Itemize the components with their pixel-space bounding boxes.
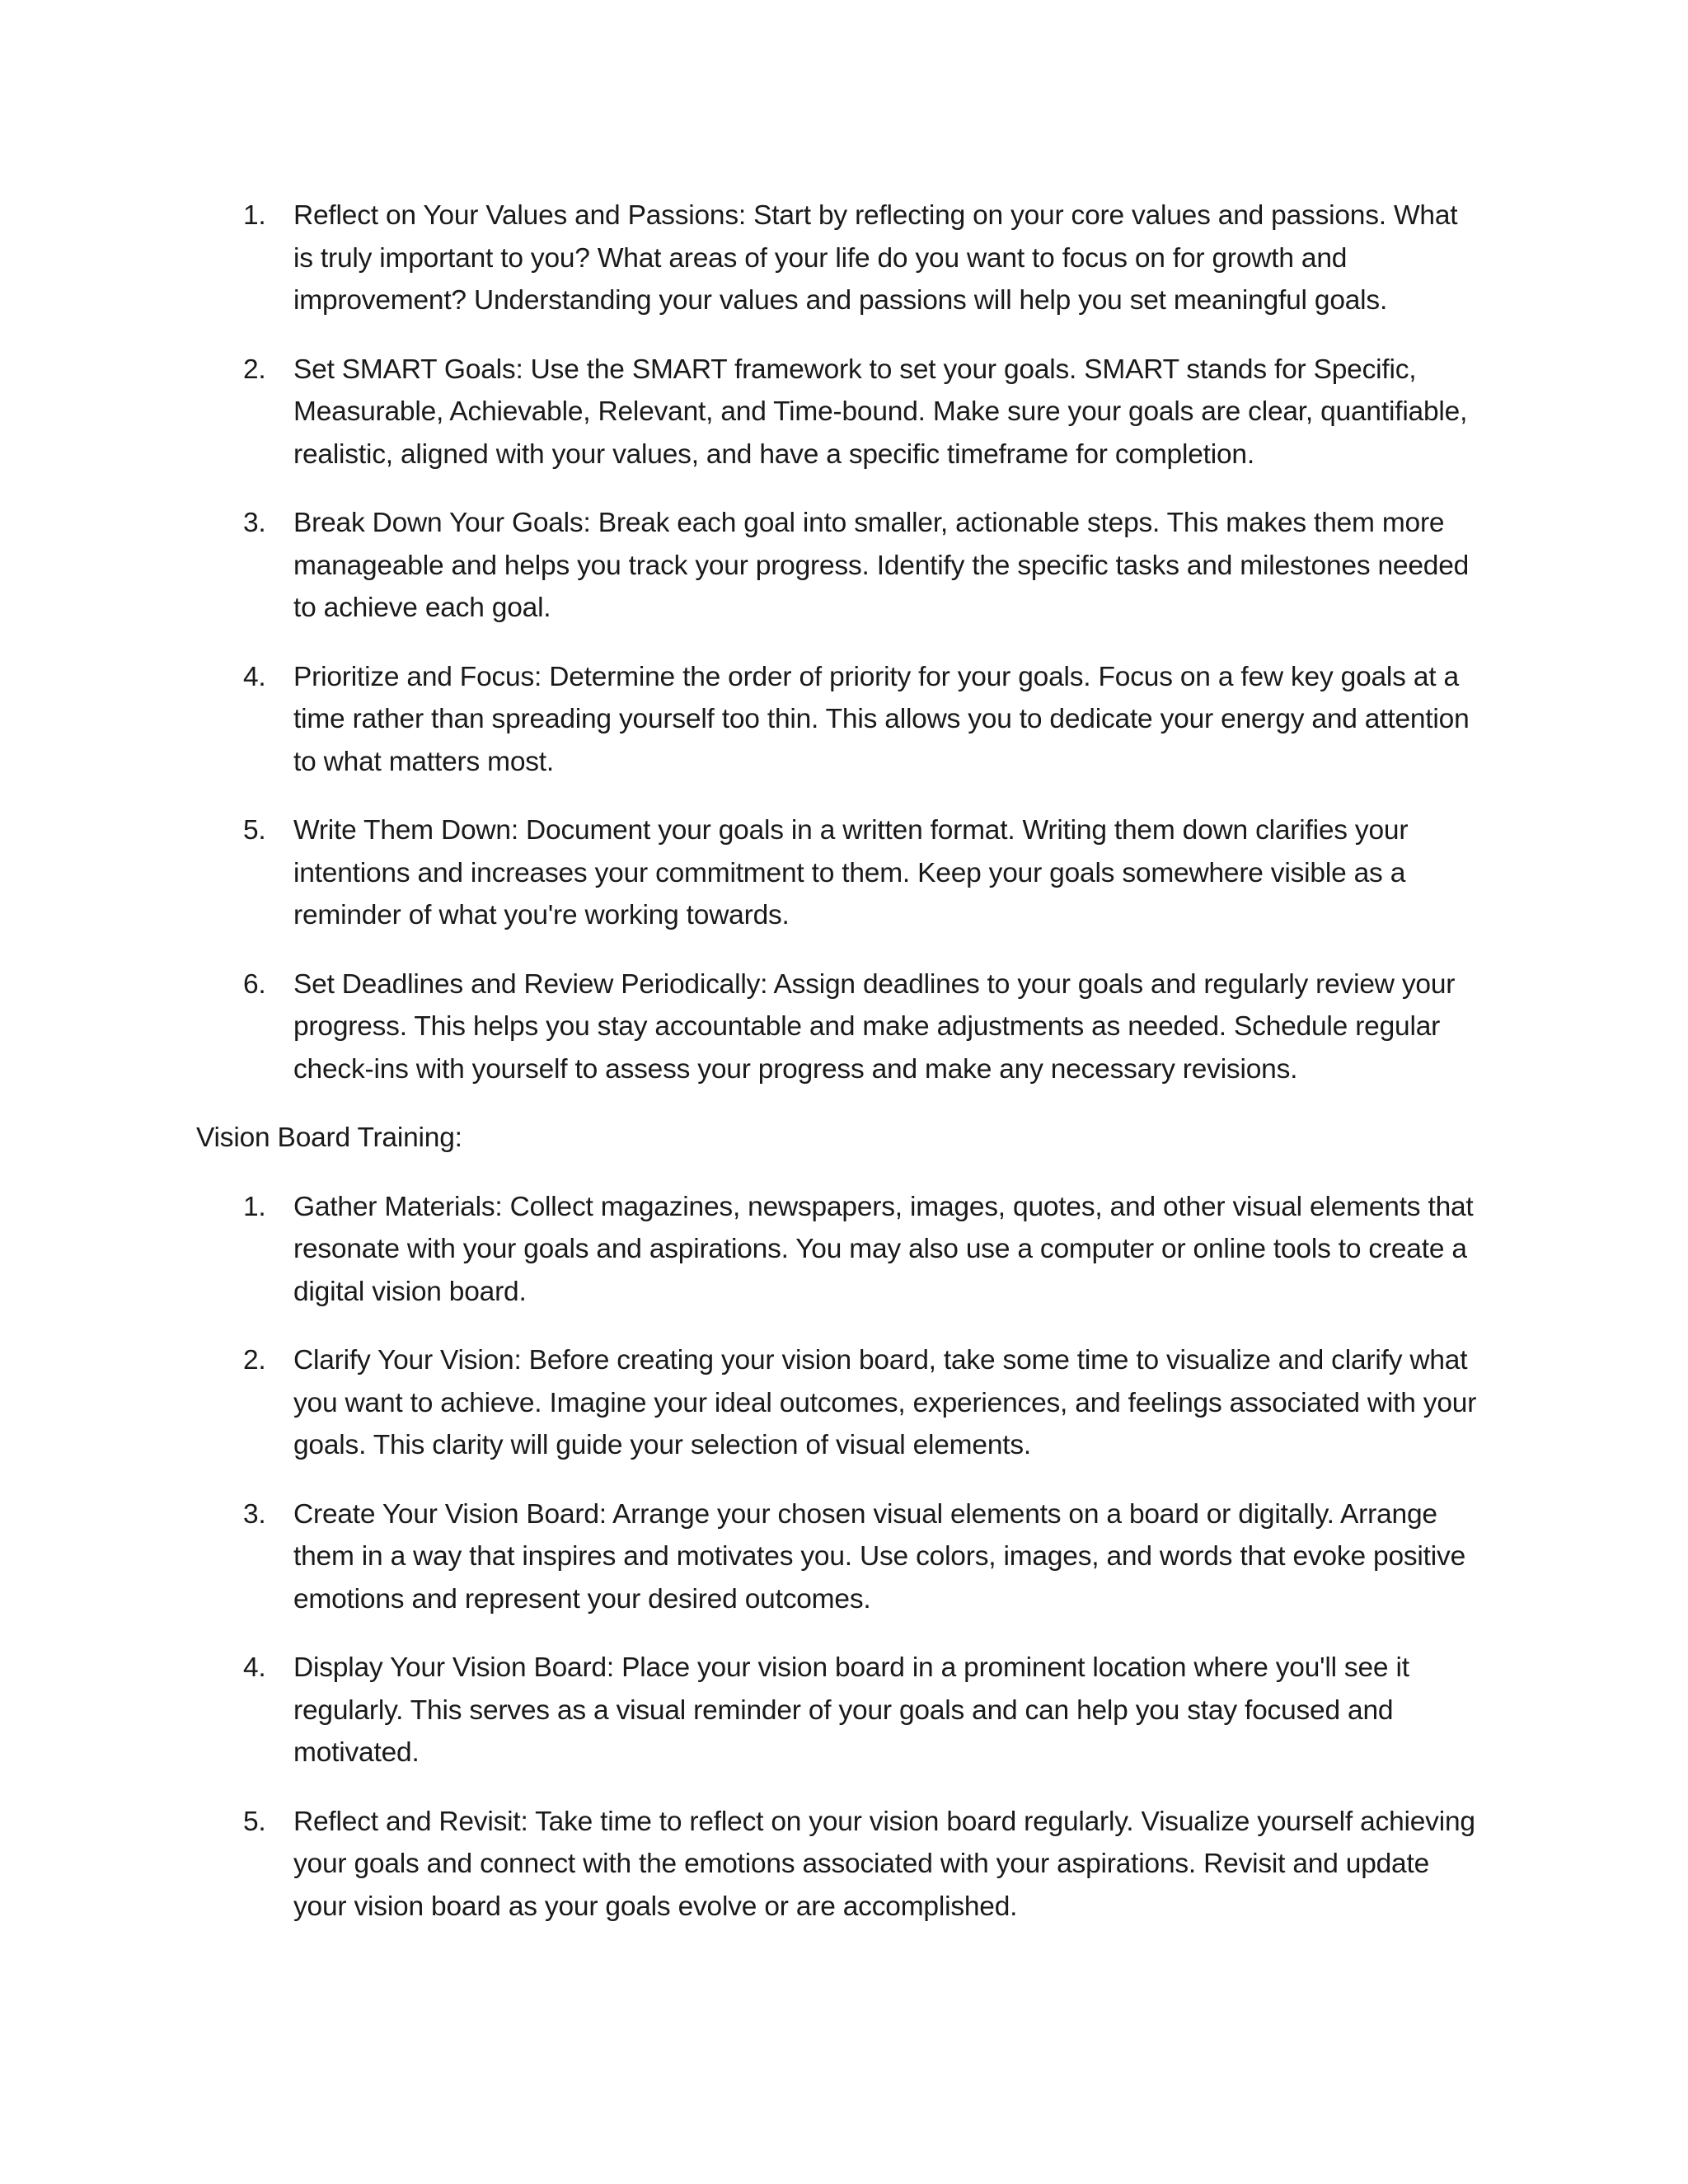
vision-board-list: [196, 1186, 1482, 1929]
list-item: [196, 1493, 1482, 1621]
list-item: [196, 1339, 1482, 1467]
list-item-text: Write Them Down: Document your goals in a written format. Writing them down clarifies your intentions and increases your commitment to them. Keep your goals somewhere visible as a reminder of what you're working towards.: [293, 815, 1409, 930]
list-item-number: 2.: [243, 1345, 266, 1376]
list-item: [196, 194, 1482, 322]
list-item: [196, 349, 1482, 476]
list-item: [196, 1186, 1482, 1314]
list-item-text: Reflect on Your Values and Passions: Start by reflecting on your core values and passions. What is truly important to you? What areas of your life do you want to focus on for growth and improvement? Understanding your values and passions will help you set meaningful goals.: [293, 200, 1458, 316]
list-item-number: 6.: [243, 968, 266, 1000]
list-item-text: Clarify Your Vision: Before creating your vision board, take some time to visualize and clarify what you want to achieve. Imagine your ideal outcomes, experiences, and feelings associated with your goals. This clarity will guide your selection of visual elements.: [293, 1345, 1477, 1460]
list-item: [196, 502, 1482, 630]
list-item-number: 4.: [243, 661, 266, 692]
goal-setting-list: [196, 194, 1482, 1090]
list-item-number: 2.: [243, 354, 266, 385]
list-item-text: Set Deadlines and Review Periodically: Assign deadlines to your goals and regularly review your progress. This helps you stay accountable and make adjustments as needed. Schedule regular check-ins with yourself to assess your progress and make any necessary revisions.: [293, 968, 1456, 1085]
list-item: [196, 1647, 1482, 1774]
list-item: [196, 809, 1482, 937]
list-item-text: Prioritize and Focus: Determine the order of priority for your goals. Focus on a few key goals at a time rather than spreading yourself too thin. This allows you to dedicate your energy and attention to what matters most.: [293, 661, 1470, 777]
list-item: [196, 656, 1482, 784]
section-heading: Vision Board Training:: [196, 1122, 462, 1153]
list-item: [196, 1801, 1482, 1929]
list-item-text: Create Your Vision Board: Arrange your chosen visual elements on a board or digitally. Arrange them in a way that inspires and motivates you. Use colors, images, and words that evoke positive emotions and represent your desired outcomes.: [293, 1498, 1466, 1615]
list-item-number: 5.: [243, 815, 266, 846]
list-item-number: 5.: [243, 1806, 266, 1837]
list-item-number: 4.: [243, 1652, 266, 1683]
list-item-text: Break Down Your Goals: Break each goal into smaller, actionable steps. This makes them more manageable and helps you track your progress. Identify the specific tasks and milestones needed to achieve each goal.: [293, 508, 1470, 623]
list-item-number: 3.: [243, 1498, 266, 1530]
list-item-number: 3.: [243, 508, 266, 538]
list-item-text: Set SMART Goals: Use the SMART framework to set your goals. SMART stands for Specific, Measurable, Achievable, Relevant, and Time-bound. Make sure your goals are clear, quantifiable, realistic, aligned with your values, and have a specific timeframe for completion.: [293, 354, 1468, 470]
list-item-text: Reflect and Revisit: Take time to reflect on your vision board regularly. Visualize yourself achieving your goals and connect with the emotions associated with your aspirations. Revisit and update your vision board as your goals evolve or are accomplished.: [293, 1806, 1475, 1922]
list-item-text: Gather Materials: Collect magazines, newspapers, images, quotes, and other visual elements that resonate with your goals and aspirations. You may also use a computer or online tools to create a digital vision board.: [293, 1191, 1474, 1307]
list-item: [196, 963, 1482, 1091]
list-item-text: Display Your Vision Board: Place your vision board in a prominent location where you'll see it regularly. This serves as a visual reminder of your goals and can help you stay focused and motivated.: [293, 1652, 1409, 1768]
list-item-number: 1.: [243, 200, 266, 231]
list-item-number: 1.: [243, 1191, 266, 1222]
